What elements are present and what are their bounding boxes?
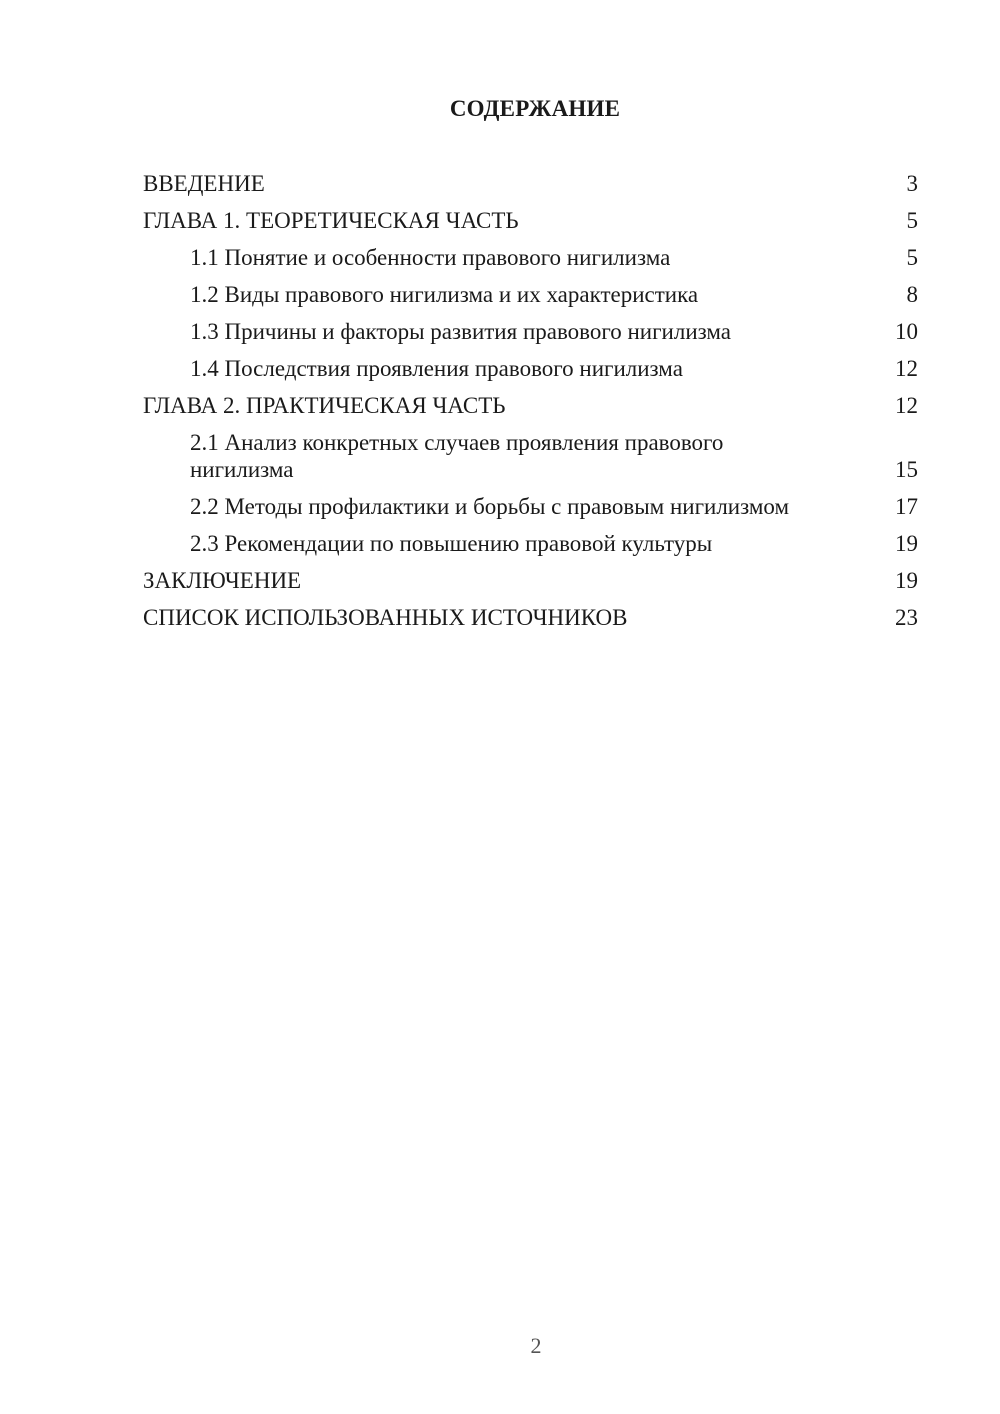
toc-entry-references xyxy=(143,604,918,631)
toc-entry-section-1-3 xyxy=(143,318,918,345)
toc-entry-page: 5 xyxy=(906,245,918,270)
toc-entry-section-2-3 xyxy=(143,530,918,557)
toc-entry-page: 19 xyxy=(895,531,918,556)
toc-entry-section-2-1 xyxy=(143,429,918,483)
toc-entry-title: ГЛАВА 2. ПРАКТИЧЕСКАЯ ЧАСТЬ xyxy=(143,393,506,418)
toc-entry-title: 1.3 Причины и факторы развития правового нигилизма xyxy=(190,319,731,344)
table-of-contents xyxy=(143,170,918,641)
toc-entry-title: ГЛАВА 1. ТЕОРЕТИЧЕСКАЯ ЧАСТЬ xyxy=(143,208,519,233)
toc-entry-title: 1.1 Понятие и особенности правового нигилизма xyxy=(190,245,671,270)
toc-entry-title: 2.1 Анализ конкретных случаев проявления правового нигилизма xyxy=(190,430,724,482)
toc-entry-page: 23 xyxy=(895,605,918,630)
toc-entry-page: 17 xyxy=(895,494,918,519)
toc-entry-section-1-1 xyxy=(143,244,918,271)
toc-entry-page: 3 xyxy=(906,171,918,196)
toc-entry-page: 12 xyxy=(895,393,918,418)
toc-entry-page: 12 xyxy=(895,356,918,381)
toc-heading: СОДЕРЖАНИЕ xyxy=(449,96,621,121)
page-number: 2 xyxy=(530,1333,542,1358)
toc-entry-page: 15 xyxy=(895,457,918,482)
toc-entry-title: СПИСОК ИСПОЛЬЗОВАННЫХ ИСТОЧНИКОВ xyxy=(143,605,628,630)
toc-entry-title: ЗАКЛЮЧЕНИЕ xyxy=(143,568,302,593)
toc-entry-page: 19 xyxy=(895,568,918,593)
toc-entry-chapter-1 xyxy=(143,207,918,234)
toc-entry-page: 8 xyxy=(906,282,918,307)
toc-entry-chapter-2 xyxy=(143,392,918,419)
toc-entry-section-1-4 xyxy=(143,355,918,382)
toc-entry-title: 2.2 Методы профилактики и борьбы с правовым нигилизмом xyxy=(190,494,790,519)
toc-entry-section-1-2 xyxy=(143,281,918,308)
toc-entry-section-2-2 xyxy=(143,493,918,520)
toc-entry-page: 10 xyxy=(895,319,918,344)
toc-entry-title: 2.3 Рекомендации по повышению правовой культуры xyxy=(190,531,713,556)
toc-entry-conclusion xyxy=(143,567,918,594)
toc-entry-introduction xyxy=(143,170,918,197)
toc-entry-title: ВВЕДЕНИЕ xyxy=(143,171,265,196)
toc-entry-title: 1.4 Последствия проявления правового нигилизма xyxy=(190,356,683,381)
toc-entry-title: 1.2 Виды правового нигилизма и их характеристика xyxy=(190,282,699,307)
toc-entry-page: 5 xyxy=(906,208,918,233)
